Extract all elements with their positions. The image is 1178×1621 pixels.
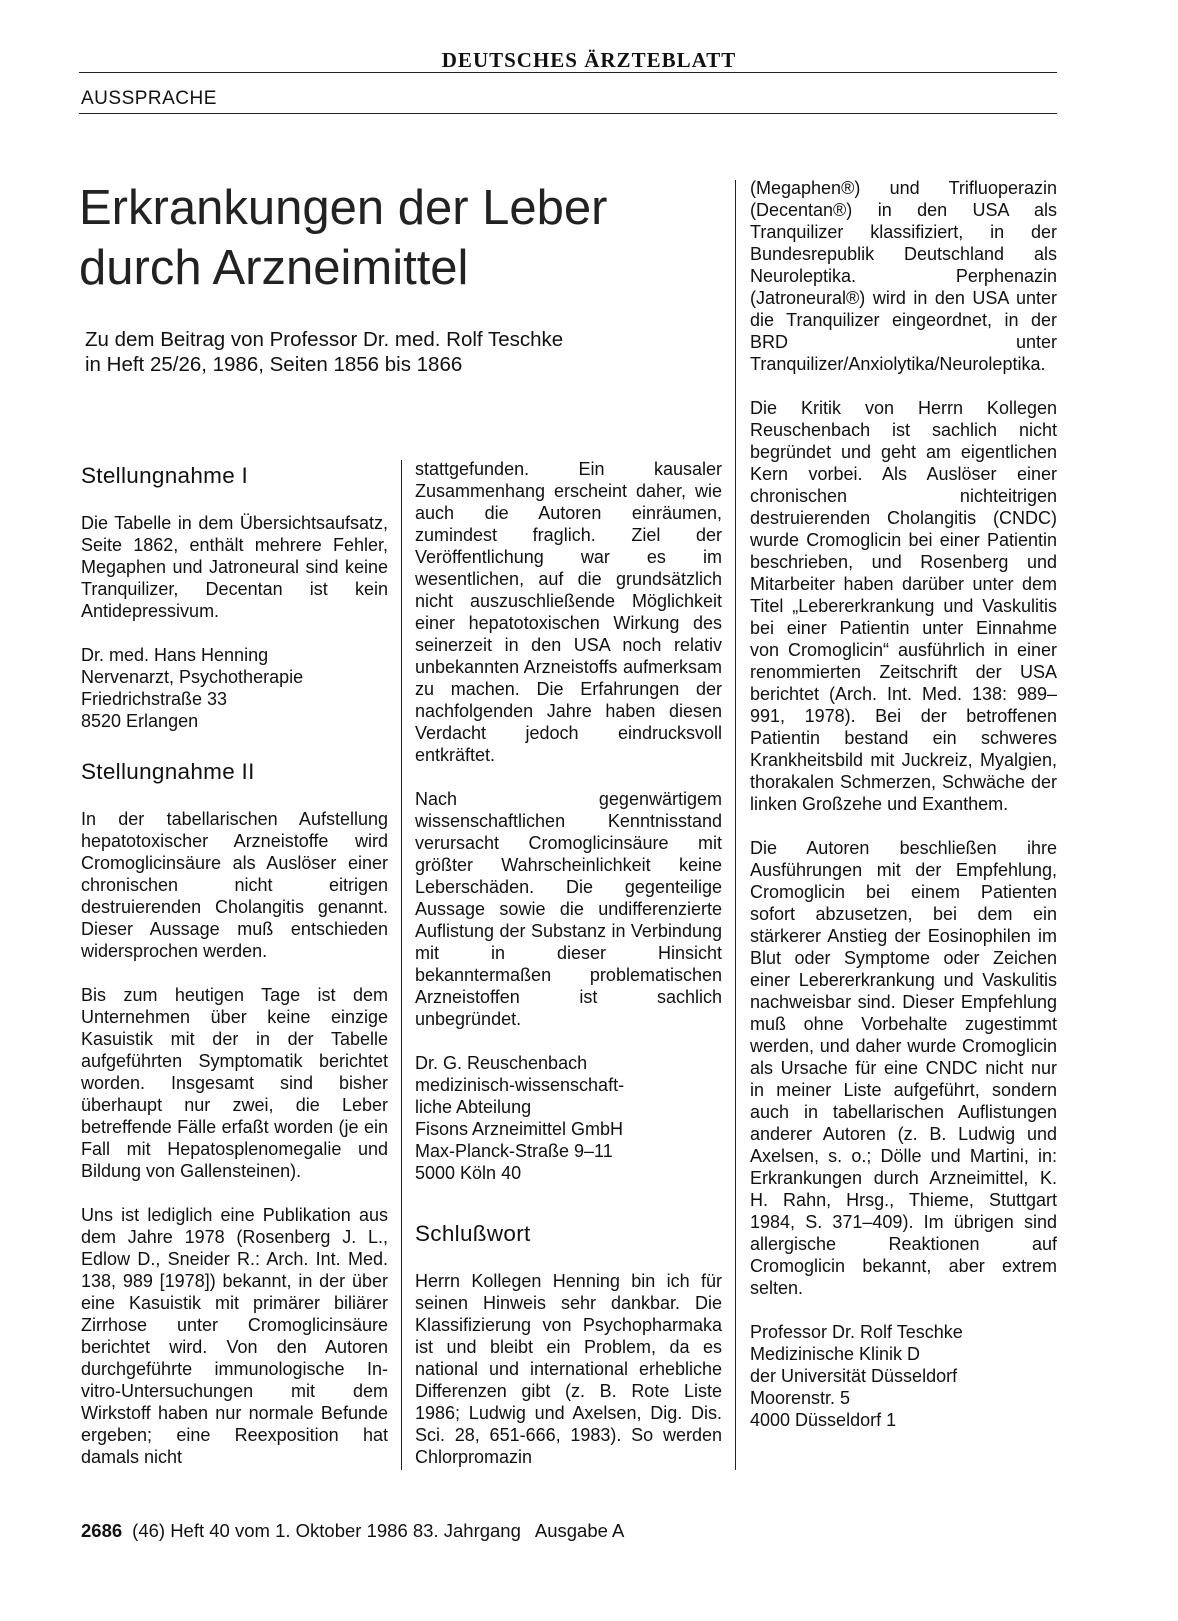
paragraph: Uns ist lediglich eine Publikation aus dem Jahre 1978 (Rosenberg J. L., Edlow D., Sneider R.: Arch. Int. Med. 138, 989 [1978]) bekannt, in der über eine Kasuistik mit primärer biliärer Zirrhose unter Cromoglicinsäure berichtet wird. Von den Autoren durchgeführte immunologische In-vitro-Untersuchungen mit dem Wirkstoff haben nur normale Befunde ergeben; eine Reexposition hat damals nicht (81, 1205, 388, 1467)
paragraph: Die Tabelle in dem Übersichtsaufsatz, Seite 1862, enthält mehrere Fehler, Megaphen und Jatroneural sind keine Tranquilizer, Decentan ist kein Antidepressivum. (81, 513, 388, 621)
signature-name: Dr. med. Hans Henning (81, 645, 269, 665)
signature-city: 5000 Köln 40 (415, 1163, 522, 1183)
signature-dept: liche Abteilung (415, 1097, 532, 1117)
signature-company: Fisons Arzneimittel GmbH (415, 1119, 624, 1139)
paragraph: Die Autoren beschließen ihre Ausführungen mit der Empfehlung, Cromoglicin bei einem Patienten sofort abzusetzen, bei dem ein stärkerer Anstieg der Eosinophilen im Blut oder Symptome oder Zeichen einer Lebererkrankung und Vaskulitis nachweisbar sind. Dieser Empfehlung muß ohne Vorbehalte zugestimmt werden, und daher wurde Cromoglicin als Ursache für eine CNDC nicht nur in meiner Liste aufgeführt, sondern auch in tabellarischen Auflistungen anderer Autoren (z. B. Ludwig und Axelsen, s. o.; Dölle und Martini, in: Erkrankungen durch Arzneimittel, K. H. Rahn, Hrsg., Thieme, Stuttgart 1984, S. 371–409). Im übrigen sind allergische Reaktionen auf Cromoglicin bekannt, aber extrem selten. (750, 838, 1057, 1298)
signature-henning (81, 644, 388, 732)
column-1 (81, 462, 388, 1490)
signature-reuschenbach (415, 1052, 722, 1184)
page-number: 2686 (81, 1520, 123, 1541)
signature-city: 8520 Erlangen (81, 711, 199, 731)
heading-stellungnahme-1: Stellungnahme I (81, 463, 249, 488)
column-2 (415, 458, 722, 1490)
column-divider-1 (401, 460, 402, 1470)
subtitle-line-1: Zu dem Beitrag von Professor Dr. med. Rolf Teschke (85, 328, 564, 351)
paragraph: Die Kritik von Herrn Kollegen Reuschenbach ist sachlich nicht begründet und geht am eigentlichen Kern vorbei. Als Auslöser einer chronischen nichteitrigen destruierenden Cholangitis (CNDC) wurde Cromoglicin bei einer Patientin beschrieben, und Rosenberg und Mitarbeiter haben darüber unter dem Titel „Lebererkrankung und Vaskulitis bei einer Patientin unter Einnahme von Cromoglicin“ ausführlich in einer renommierten Zeitschrift der USA berichtet (Arch. Int. Med. 138: 989–991, 1978). Bei der betroffenen Patientin bestand ein schweres Krankheitsbild mit Juckreiz, Myalgien, thorakalen Schmerzen, Schwäche der linken Großzehe und Exanthem. (750, 398, 1057, 814)
signature-name: Dr. G. Reuschenbach (415, 1053, 588, 1073)
paragraph: Herrn Kollegen Henning bin ich für seinen Hinweis sehr dankbar. Die Klassifizierung von Psychopharmaka ist und bleibt ein Problem, da es national und international erhebliche Differenzen gibt (z. B. Rote Liste 1986; Ludwig und Axelsen, Dig. Dis. Sci. 28, 651-666, 1983). So werden Chlorpromazin (415, 1271, 722, 1467)
signature-street: Friedrichstraße 33 (81, 689, 228, 709)
article-subtitle (85, 327, 563, 377)
paragraph: (Megaphen®) und Trifluoperazin (Decentan®) in den USA als Tranquilizer klassifiziert, in der Bundesrepublik Deutschland als Neuroleptika. Perphenazin (Jatroneural®) wird in den USA unter die Tranquilizer eingeordnet, in der BRD unter Tranquilizer/Anxiolytika/Neuroleptika. (750, 178, 1057, 374)
paragraph: stattgefunden. Ein kausaler Zusammenhang erscheint daher, wie auch die Autoren einräumen, zumindest fraglich. Ziel der Veröffentlichung war es im wesentlichen, auf die grundsätzlich nicht auszuschließende Möglichkeit einer hepatotoxischen Wirkung des seinerzeit in den USA noch relativ unbekannten Arzneistoffs aufmerksam zu machen. Die Erfahrungen der nachfolgenden Jahre haben diesen Verdacht jedoch eindrucksvoll entkräftet. (415, 459, 722, 765)
paragraph: In der tabellarischen Aufstellung hepatotoxischer Arzneistoffe wird Cromoglicinsäure als Auslöser einer chronischen nicht eitrigen destruierenden Cholangitis genannt. Dieser Aussage muß entschieden widersprochen werden. (81, 809, 388, 961)
edition-label: Ausgabe A (534, 1520, 625, 1541)
heading-schlusswort: Schlußwort (415, 1221, 531, 1246)
header-rule-bottom (79, 113, 1057, 114)
signature-role: Nervenarzt, Psychotherapie (81, 667, 304, 687)
article-title: Erkrankungen der Leber durch Arzneimittel (79, 181, 608, 295)
signature-clinic: Medizinische Klinik D (750, 1344, 921, 1364)
column-divider-2 (735, 180, 736, 1470)
heading-stellungnahme-2: Stellungnahme II (81, 759, 255, 784)
subtitle-line-2: in Heft 25/26, 1986, Seiten 1856 bis 1866 (85, 353, 463, 376)
signature-name: Professor Dr. Rolf Teschke (750, 1322, 963, 1342)
signature-street: Moorenstr. 5 (750, 1388, 851, 1408)
section-label: AUSSPRACHE (81, 88, 217, 109)
header-rule-top (79, 72, 1057, 73)
page-footer (81, 1520, 624, 1542)
signature-dept: medizinisch-wissenschaft- (415, 1075, 625, 1095)
signature-street: Max-Planck-Straße 9–11 (415, 1141, 613, 1161)
column-3 (750, 177, 1057, 1453)
signature-university: der Universität Düsseldorf (750, 1366, 958, 1386)
signature-city: 4000 Düsseldorf 1 (750, 1410, 897, 1430)
issue-info: (46) Heft 40 vom 1. Oktober 1986 83. Jahrgang (132, 1520, 521, 1541)
paragraph: Bis zum heutigen Tage ist dem Unternehmen über keine einzige Kasuistik mit der in der Tabelle aufgeführten Symptomatik berichtet worden. Insgesamt sind bisher überhaupt nur zwei, die Leber betreffende Fälle erfaßt worden (je ein Fall mit Hepatosplenomegalie und Bildung von Gallensteinen). (81, 985, 388, 1181)
signature-teschke (750, 1321, 1057, 1431)
paragraph: Nach gegenwärtigem wissenschaftlichen Kenntnisstand verursacht Cromoglicinsäure mit größter Wahrscheinlichkeit keine Leberschäden. Die gegenteilige Aussage sowie die undifferenzierte Auflistung der Substanz in Verbindung mit in dieser Hinsicht bekanntermaßen problematischen Arzneistoffen ist sachlich unbegründet. (415, 789, 722, 1029)
masthead: DEUTSCHES ÄRZTEBLATT (441, 48, 737, 72)
